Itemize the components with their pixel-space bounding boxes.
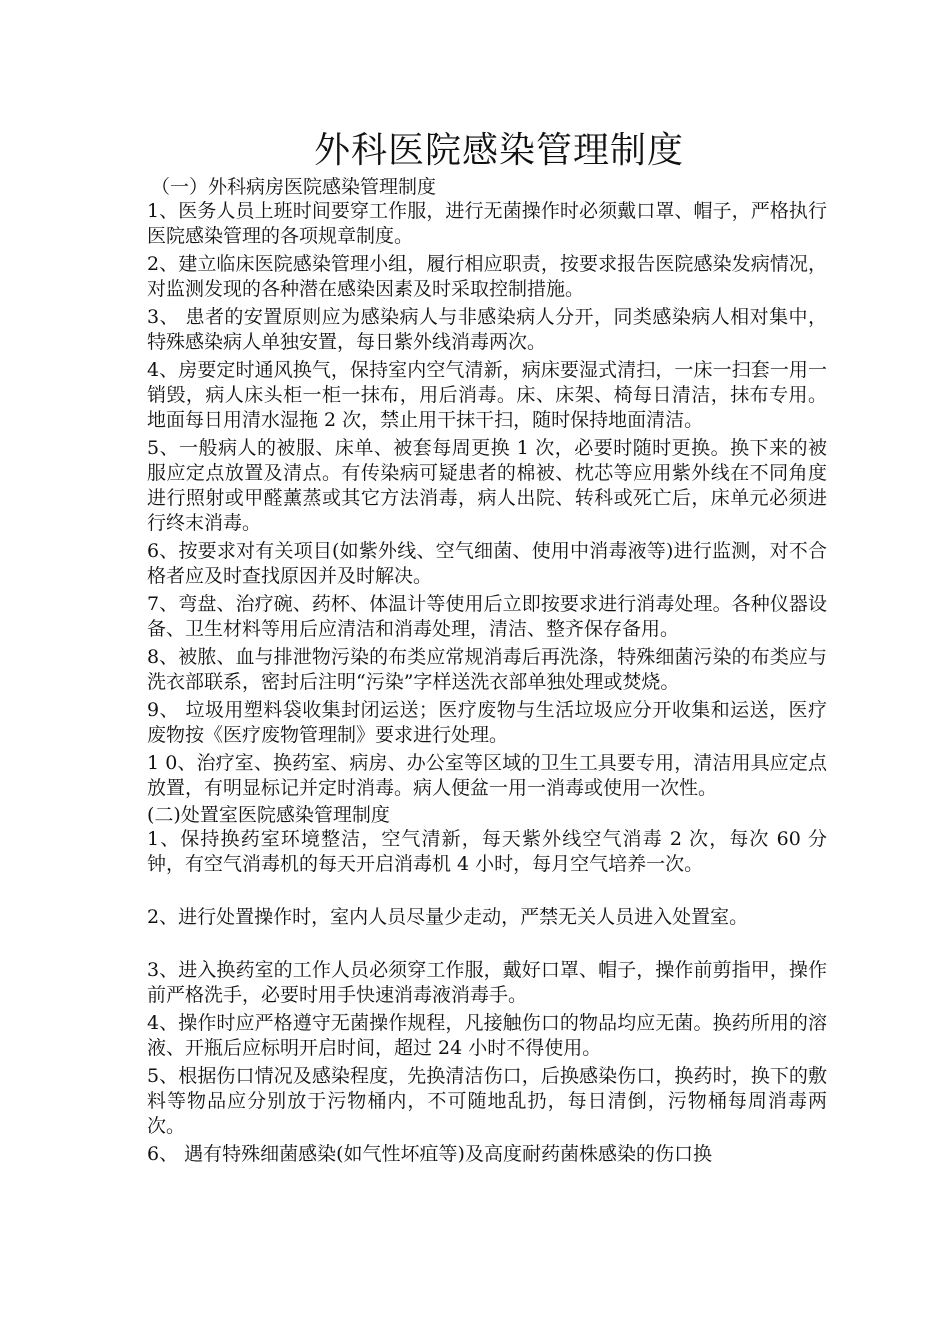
paragraph: 1、保持换药室环境整洁，空气清新，每天紫外线空气消毒 2 次，每次 60 分钟，有空气消毒机的每天开启消毒机 4 小时，每月空气培养一次。: [147, 828, 827, 875]
paragraph: 5、一般病人的被服、床单、被套每周更换 1 次，必要时随时更换。换下来的被服应定点放置及清点。有传染病可疑患者的棉被、枕芯等应用紫外线在不同角度进行照射或甲醛薰蒸或其它方法消毒，病人出院、转科或死亡后，床单元必须进行终末消毒。: [147, 437, 827, 534]
paragraph: 5、根据伤口情况及感染程度，先换清洁伤口，后换感染伤口，换药时，换下的敷料等物品应分别放于污物桶内，不可随地乱扔，每日清倒，污物桶每周消毒两次。: [147, 1065, 827, 1137]
paragraph: 6、按要求对有关项目(如紫外线、空气细菌、使用中消毒液等)进行监测，对不合格者应及时查找原因并及时解决。: [147, 540, 827, 587]
paragraph: 8、被脓、血与排泄物污染的布类应常规消毒后再洗涤，特殊细菌污染的布类应与洗衣部联系，密封后注明“污染”字样送洗衣部单独处理或焚烧。: [147, 646, 827, 693]
paragraph: 2、进行处置操作时，室内人员尽量少走动，严禁无关人员进入处置室。: [147, 906, 749, 928]
section-heading: （一）外科病房医院感染管理制度: [151, 176, 437, 198]
paragraph: 3、 患者的安置原则应为感染病人与非感染病人分开，同类感染病人相对集中，特殊感染病人单独安置，每日紫外线消毒两次。: [147, 306, 827, 353]
paragraph: 4、操作时应严格遵守无菌操作规程，凡接触伤口的物品均应无菌。换药所用的溶液、开瓶后应标明开启时间，超过 24 小时不得使用。: [147, 1012, 827, 1059]
paragraph: 1 0、治疗室、换药室、病房、办公室等区域的卫生工具要专用，清洁用具应定点放置，有明显标记并定时消毒。病人便盆一用一消毒或使用一次性。: [147, 752, 827, 799]
document-title: 外科医院感染管理制度: [313, 130, 684, 171]
paragraph: 7、弯盘、治疗碗、药杯、体温计等使用后立即按要求进行消毒处理。各种仪器设备、卫生材料等用后应清洁和消毒处理，清洁、整齐保存备用。: [147, 593, 827, 640]
paragraph: 9、 垃圾用塑料袋收集封闭运送；医疗废物与生活垃圾应分开收集和运送，医疗废物按《医疗废物管理制》要求进行处理。: [147, 699, 827, 746]
document-page: [147, 128, 827, 1170]
paragraph: 6、 遇有特殊细菌感染(如气性坏疽等)及高度耐药菌株感染的伤口换: [147, 1143, 712, 1165]
paragraph: 4、房要定时通风换气，保持室内空气清新，病床要湿式清扫，一床一扫套一用一销毁，病人床头柜一柜一抹布，用后消毒。床、床架、椅每日清洁，抹布专用。地面每日用清水湿拖 2 次，禁止用干抹干扫，随时保持地面清洁。: [147, 359, 827, 431]
paragraph: 3、进入换药室的工作人员必须穿工作服，戴好口罩、帽子，操作前剪指甲，操作前严格洗手，必要时用手快速消毒液消毒手。: [147, 959, 827, 1006]
paragraph: 1、医务人员上班时间要穿工作服，进行无菌操作时必须戴口罩、帽子，严格执行医院感染管理的各项规章制度。: [147, 200, 827, 247]
paragraph: 2、建立临床医院感染管理小组，履行相应职责，按要求报告医院感染发病情况，对监测发现的各种潜在感染因素及时采取控制措施。: [147, 253, 827, 300]
section-heading: (二)处置室医院感染管理制度: [147, 804, 390, 826]
